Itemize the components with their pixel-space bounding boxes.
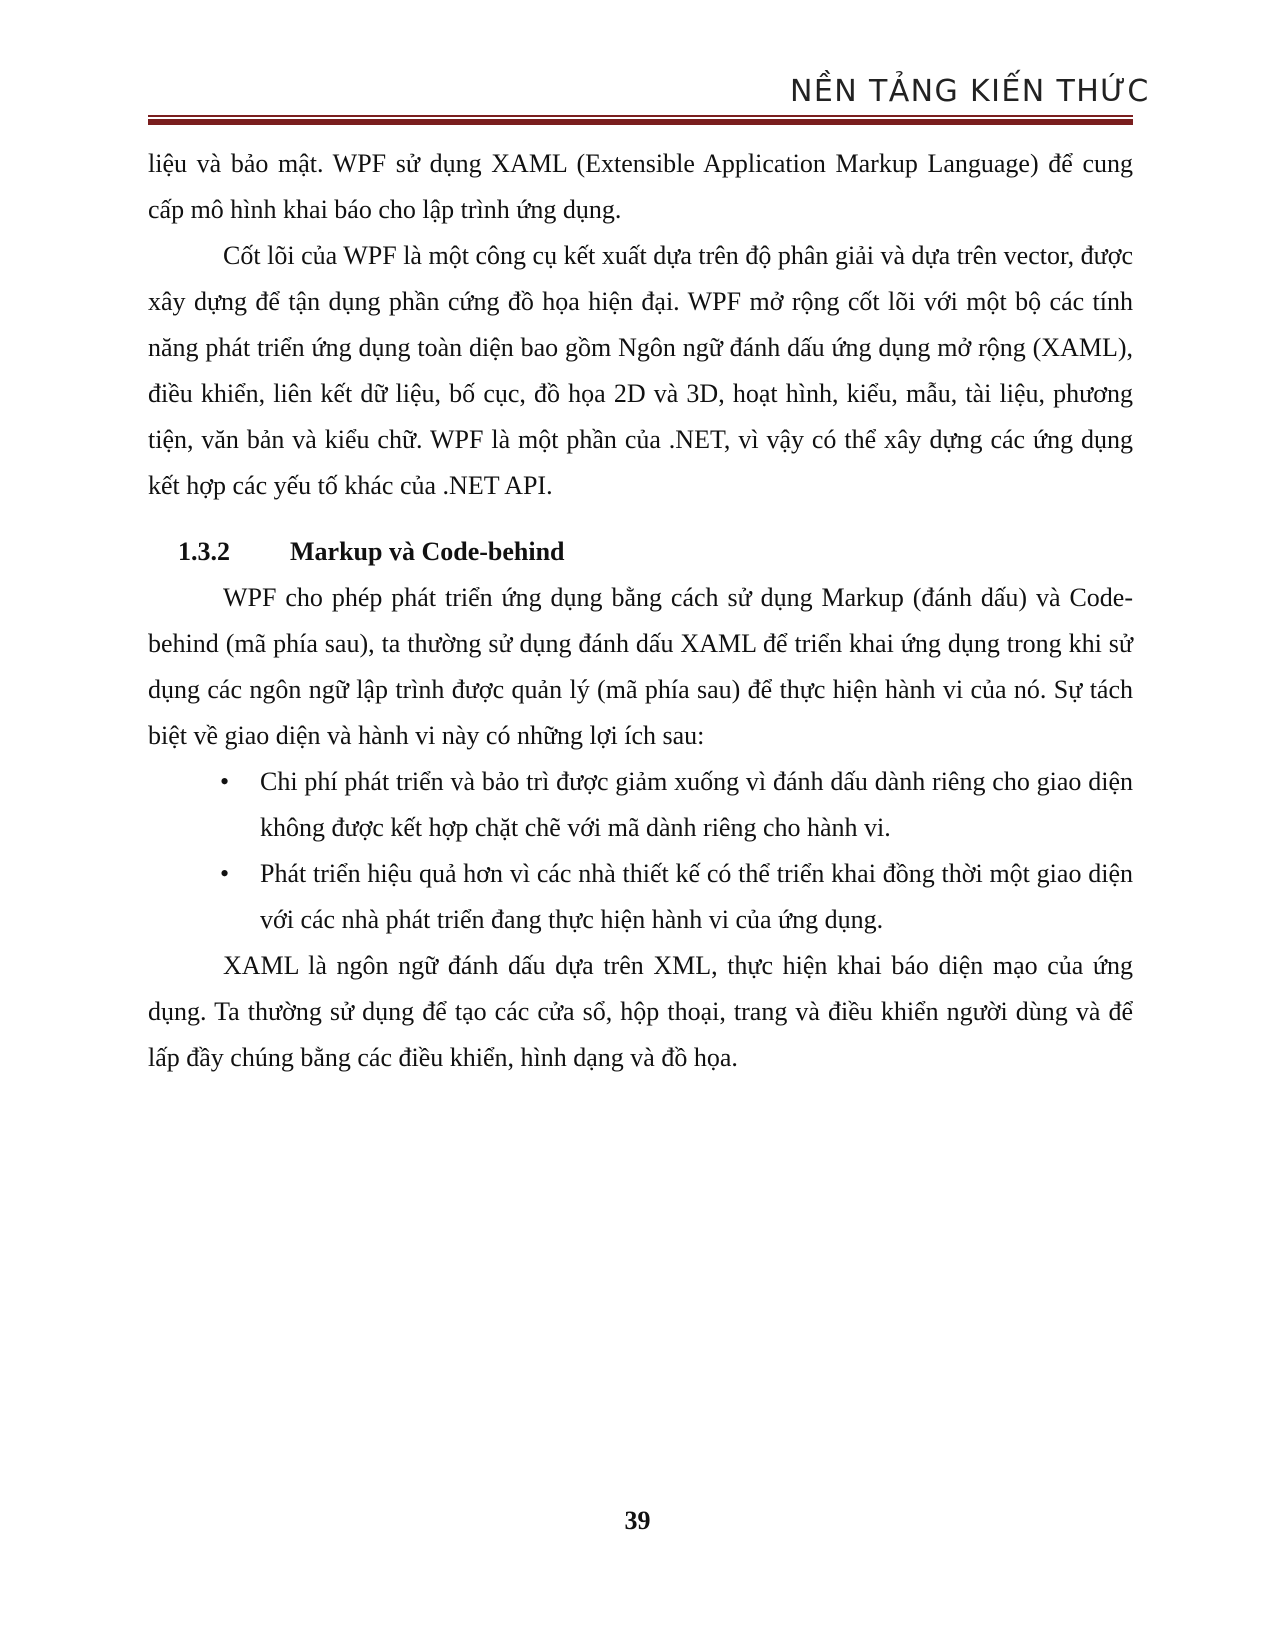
section-title: Markup và Code-behind bbox=[290, 537, 565, 566]
header-divider-thin-line bbox=[148, 115, 1133, 117]
benefits-list bbox=[148, 759, 1133, 943]
paragraph-continuation: liệu và bảo mật. WPF sử dụng XAML (Extensible Application Markup Language) để cung cấp mô hình khai báo cho lập trình ứng dụng. bbox=[148, 149, 1133, 224]
list-item-text: Chi phí phát triển và bảo trì được giảm xuống vì đánh dấu dành riêng cho giao diện không được kết hợp chặt chẽ với mã dành riêng cho hành vi. bbox=[260, 767, 1133, 842]
section-heading bbox=[148, 529, 1133, 575]
list-item-text: Phát triển hiệu quả hơn vì các nhà thiết kế có thể triển khai đồng thời một giao diện với các nhà phát triển đang thực hiện hành vi của ứng dụng. bbox=[260, 859, 1133, 934]
paragraph-markup-intro: WPF cho phép phát triển ứng dụng bằng cách sử dụng Markup (đánh dấu) và Code-behind (mã phía sau), ta thường sử dụng đánh dấu XAML để triển khai ứng dụng trong khi sử dụng các ngôn ngữ lập trình được quản lý (mã phía sau) để thực hiện hành vi của nó. Sự tách biệt về giao diện và hành vi này có những lợi ích sau: bbox=[148, 583, 1133, 750]
page-number: 39 bbox=[624, 1506, 651, 1535]
list-item bbox=[148, 759, 1133, 851]
section-number: 1.3.2 bbox=[178, 537, 230, 566]
paragraph-wpf-core: Cốt lõi của WPF là một công cụ kết xuất dựa trên độ phân giải và dựa trên vector, được xây dựng để tận dụng phần cứng đồ họa hiện đại. WPF mở rộng cốt lõi với một bộ các tính năng phát triển ứng dụng toàn diện bao gồm Ngôn ngữ đánh dấu ứng dụng mở rộng (XAML), điều khiển, liên kết dữ liệu, bố cục, đồ họa 2D và 3D, hoạt hình, kiểu, mẫu, tài liệu, phương tiện, văn bản và kiểu chữ. WPF là một phần của .NET, vì vậy có thể xây dựng các ứng dụng kết hợp các yếu tố khác của .NET API. bbox=[148, 241, 1133, 500]
paragraph-xaml-description: XAML là ngôn ngữ đánh dấu dựa trên XML, thực hiện khai báo diện mạo của ứng dụng. Ta thường sử dụng để tạo các cửa sổ, hộp thoại, trang và điều khiển người dùng và để lấp đầy chúng bằng các điều khiển, hình dạng và đồ họa. bbox=[148, 951, 1133, 1072]
header-divider-thick-line bbox=[148, 119, 1133, 125]
list-item bbox=[148, 851, 1133, 943]
bullet-icon: • bbox=[220, 859, 230, 888]
bullet-icon: • bbox=[220, 767, 230, 796]
page-body bbox=[148, 141, 1133, 1081]
running-header-title: NỀN TẢNG KIẾN THỨC bbox=[790, 74, 1150, 109]
